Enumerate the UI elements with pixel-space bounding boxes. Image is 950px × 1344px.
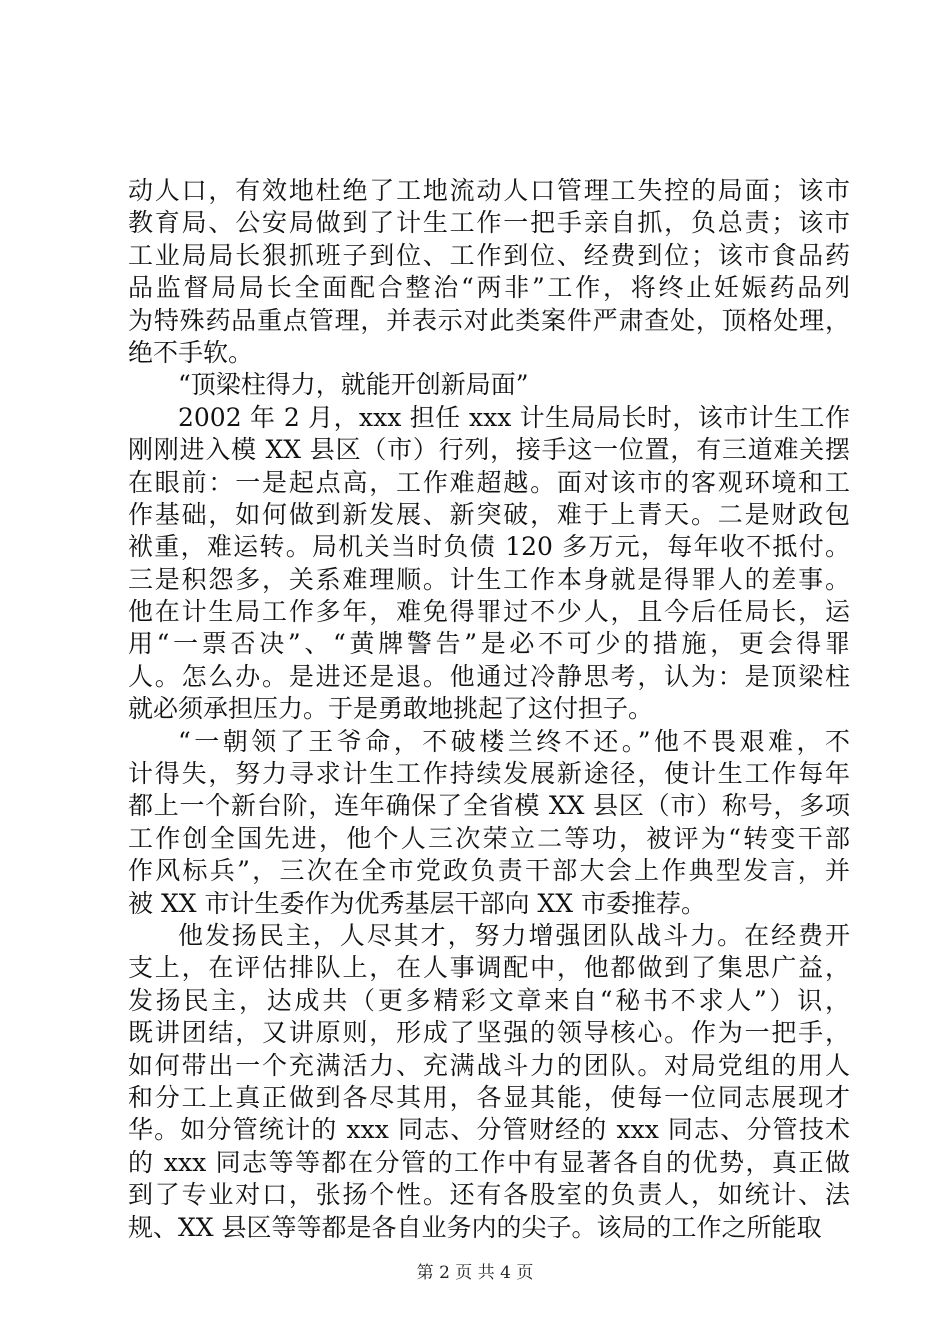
paragraph xyxy=(128,175,850,369)
text-line: 发扬民主，达成共（更多精彩文章来自“秘书不求人”）识， xyxy=(128,985,850,1015)
page-footer: 第 2 页 共 4 页 xyxy=(416,1263,534,1283)
text-line: 被 XX 市计生委作为优秀基层干部向 XX 市委推荐。 xyxy=(128,888,706,918)
text-line: 三是积怨多，关系难理顺。计生工作本身就是得罪人的差事。 xyxy=(128,564,850,594)
text-line: “一朝领了王爷命，不破楼兰终不还。”他不畏艰难，不 xyxy=(178,726,850,756)
text-line: 如何带出一个充满活力、充满战斗力的团队。对局党组的用人 xyxy=(128,1050,850,1080)
text-line: 为特殊药品重点管理，并表示对此类案件严肃查处，顶格处理， xyxy=(128,305,850,335)
text-line: 他发扬民主，人尽其才，努力增强团队战斗力。在经费开 xyxy=(178,920,850,950)
text-line: 到了专业对口，张扬个性。还有各股室的负责人，如统计、法 xyxy=(128,1180,850,1210)
text-line: 教育局、公安局做到了计生工作一把手亲自抓，负总责；该市 xyxy=(128,208,850,238)
text-line: 他在计生局工作多年，难免得罪过不少人，且今后任局长，运 xyxy=(128,597,850,627)
text-line: 作基础，如何做到新发展、新突破，难于上青天。二是财政包 xyxy=(128,499,850,529)
paragraph xyxy=(128,402,850,726)
text-line: 规、XX 县区等等都是各自业务内的尖子。该局的工作之所能取 xyxy=(128,1212,822,1242)
text-line: 在眼前：一是起点高，工作难超越。面对该市的客观环境和工 xyxy=(128,467,850,497)
paragraph xyxy=(128,369,850,401)
text-line: 绝不手软。 xyxy=(128,337,254,367)
text-line: 既讲团结，又讲原则，形成了坚强的领导核心。作为一把手， xyxy=(128,1018,850,1048)
text-line: 刚刚进入模 XX 县区（市）行列，接手这一位置，有三道难关摆 xyxy=(128,435,850,465)
text-line: 作风标兵”，三次在全市党政负责干部大会上作典型发言，并 xyxy=(128,856,850,886)
text-line: 的 xxx 同志等等都在分管的工作中有显著各自的优势，真正做 xyxy=(128,1147,850,1177)
text-line: 动人口，有效地杜绝了工地流动人口管理工失控的局面；该市 xyxy=(128,176,850,205)
text-line: 工作创全国先进，他个人三次荣立二等功，被评为“转变干部 xyxy=(128,823,850,853)
text-line: 就必须承担压力。于是勇敢地挑起了这付担子。 xyxy=(128,694,654,724)
text-line: 都上一个新台阶，连年确保了全省模 XX 县区（市）称号，多项 xyxy=(128,791,850,821)
text-line: 2002 年 2 月，xxx 担任 xxx 计生局局长时，该市计生工作 xyxy=(178,402,850,432)
paragraph xyxy=(128,726,850,920)
document-body xyxy=(128,175,850,1244)
paragraph xyxy=(128,920,850,1244)
text-line: 支上，在评估排队上，在人事调配中，他都做到了集思广益， xyxy=(128,953,850,983)
text-line: 人。怎么办。是进还是退。他通过冷静思考，认为：是顶梁柱 xyxy=(128,661,850,691)
text-line: “顶梁柱得力，就能开创新局面” xyxy=(178,370,529,400)
text-line: 工业局局长狠抓班子到位、工作到位、经费到位；该市食品药 xyxy=(128,240,850,270)
text-line: 和分工上真正做到各尽其用，各显其能，使每一位同志展现才 xyxy=(128,1082,850,1112)
text-line: 品监督局局长全面配合整治“两非”工作，将终止妊娠药品列 xyxy=(128,273,850,303)
text-line: 华。如分管统计的 xxx 同志、分管财经的 xxx 同志、分管技术 xyxy=(128,1115,850,1145)
text-line: 袱重，难运转。局机关当时负债 120 多万元，每年收不抵付。 xyxy=(128,532,850,562)
text-line: 用“一票否决”、“黄牌警告”是必不可少的措施，更会得罪 xyxy=(128,629,850,659)
text-line: 计得失，努力寻求计生工作持续发展新途径，使计生工作每年 xyxy=(128,759,850,789)
